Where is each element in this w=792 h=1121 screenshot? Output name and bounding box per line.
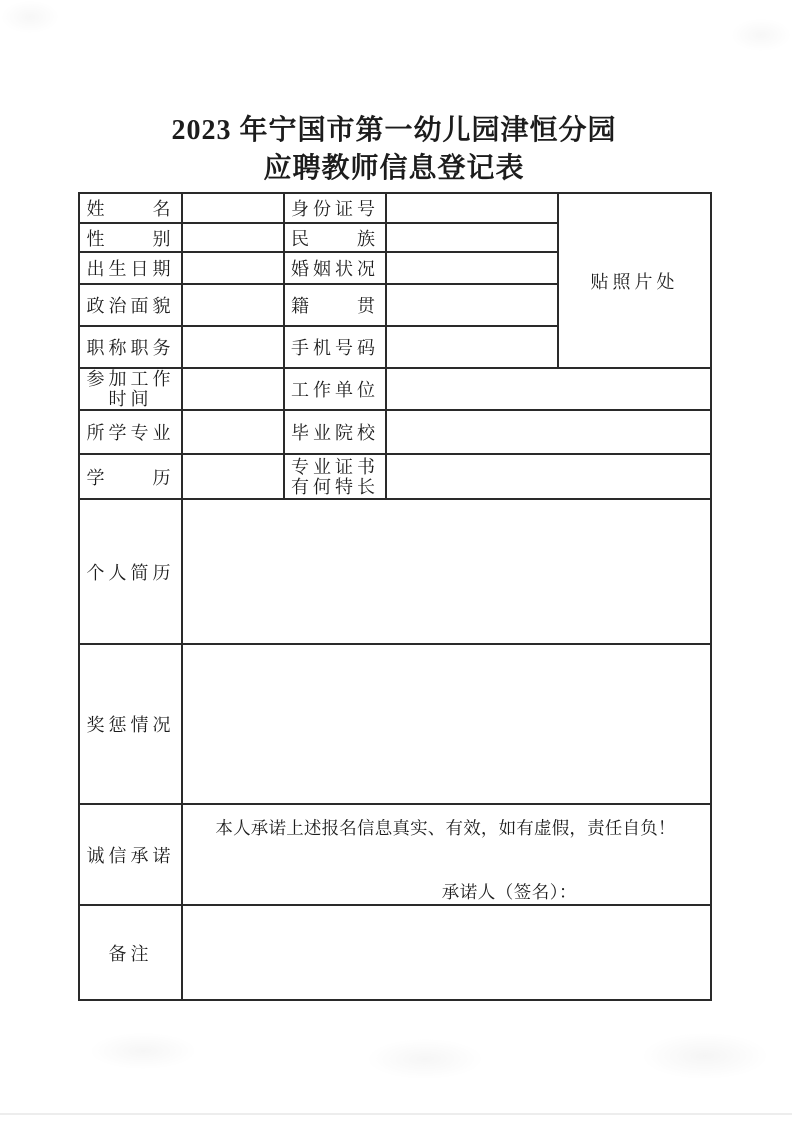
commitment-cell xyxy=(182,804,711,905)
input-cell-work-unit[interactable] xyxy=(386,368,711,410)
field-label-certificates xyxy=(284,454,386,499)
scan-artifact xyxy=(365,1038,485,1080)
input-cell-gender[interactable] xyxy=(182,223,284,252)
signature-line: 承诺人（签名）： xyxy=(441,882,577,902)
input-cell-work-start-time[interactable] xyxy=(182,368,284,410)
scan-artifact xyxy=(0,1113,792,1115)
field-label-work-start-line2: 时间 xyxy=(108,389,153,409)
field-label-gender: 性 别 xyxy=(79,223,182,252)
input-cell-marital-status[interactable] xyxy=(386,252,558,284)
input-cell-major[interactable] xyxy=(182,410,284,454)
field-label-graduate-school: 毕业院校 xyxy=(284,410,386,454)
scan-artifact xyxy=(0,0,60,34)
scan-artifact xyxy=(88,1032,198,1070)
field-label-birth-date: 出生日期 xyxy=(79,252,182,284)
field-label-cert-line1: 专业证书 xyxy=(291,456,379,477)
input-cell-rewards[interactable] xyxy=(182,644,711,804)
field-label-political-status: 政治面貌 xyxy=(79,284,182,326)
form-title-line2: 应聘教师信息登记表 xyxy=(263,153,525,184)
field-label-name: 姓 名 xyxy=(79,193,182,223)
table-row xyxy=(79,410,711,454)
table-row xyxy=(79,454,711,499)
table-row xyxy=(79,804,711,905)
table-row xyxy=(79,368,711,410)
table-row xyxy=(79,193,711,223)
field-label-cert-line2: 有何特长 xyxy=(291,476,379,497)
registration-table xyxy=(78,192,712,1001)
field-label-native-place: 籍 贯 xyxy=(284,284,386,326)
input-cell-education[interactable] xyxy=(182,454,284,499)
scan-artifact xyxy=(730,18,792,52)
form-title xyxy=(78,112,710,188)
field-label-integrity: 诚信承诺 xyxy=(79,804,182,905)
form-title-line1: 2023 年宁国市第一幼儿园津恒分园 xyxy=(171,115,617,146)
field-label-work-start-time xyxy=(79,368,182,410)
field-label-title-position: 职称职务 xyxy=(79,326,182,368)
field-label-major: 所学专业 xyxy=(79,410,182,454)
field-label-rewards: 奖惩情况 xyxy=(79,644,182,804)
input-cell-resume[interactable] xyxy=(182,499,711,644)
input-cell-title-position[interactable] xyxy=(182,326,284,368)
scan-artifact xyxy=(640,1032,770,1080)
field-label-work-unit: 工作单位 xyxy=(284,368,386,410)
commitment-text: 本人承诺上述报名信息真实、有效，如有虚假，责任自负！ xyxy=(215,818,676,838)
input-cell-graduate-school[interactable] xyxy=(386,410,711,454)
input-cell-political-status[interactable] xyxy=(182,284,284,326)
field-label-marital-status: 婚姻状况 xyxy=(284,252,386,284)
field-label-remarks: 备注 xyxy=(79,905,182,1000)
photo-placeholder-cell[interactable]: 贴照片处 xyxy=(558,193,711,368)
input-cell-name[interactable] xyxy=(182,193,284,223)
field-label-id-number: 身份证号 xyxy=(284,193,386,223)
input-cell-birth-date[interactable] xyxy=(182,252,284,284)
table-row xyxy=(79,644,711,804)
input-cell-native-place[interactable] xyxy=(386,284,558,326)
field-label-phone: 手机号码 xyxy=(284,326,386,368)
table-row xyxy=(79,905,711,1000)
field-label-ethnicity: 民 族 xyxy=(284,223,386,252)
input-cell-certificates[interactable] xyxy=(386,454,711,499)
field-label-resume: 个人简历 xyxy=(79,499,182,644)
field-label-work-start-line1: 参加工作 xyxy=(86,369,175,389)
input-cell-remarks[interactable] xyxy=(182,905,711,1000)
table-row xyxy=(79,499,711,644)
input-cell-id-number[interactable] xyxy=(386,193,558,223)
field-label-education: 学 历 xyxy=(79,454,182,499)
input-cell-phone[interactable] xyxy=(386,326,558,368)
input-cell-ethnicity[interactable] xyxy=(386,223,558,252)
